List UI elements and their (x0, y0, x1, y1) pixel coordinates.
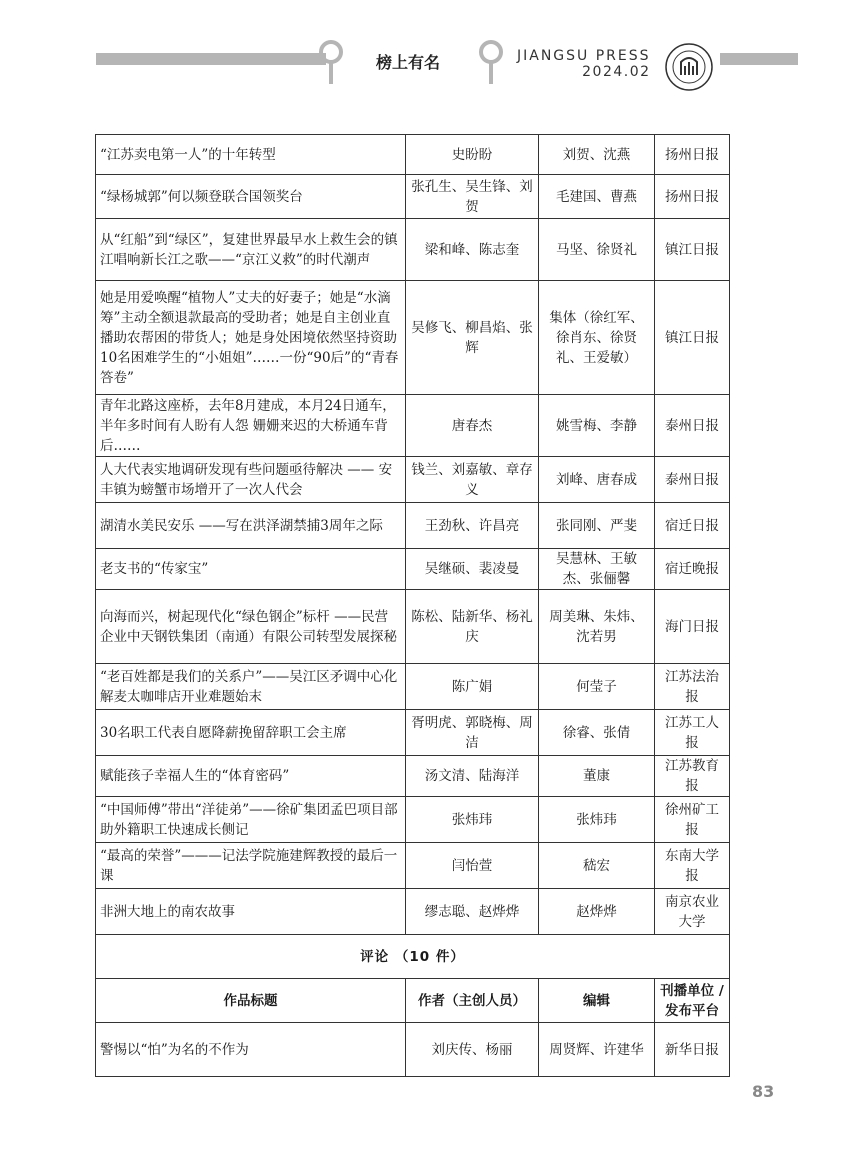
table-row (96, 549, 730, 590)
work-title: 从“红船”到“绿区”，复建世界最早水上救生会的镇江唱响新长江之歌——“京江义救”的时代潮声 (96, 219, 406, 281)
outlet-cell: 海门日报 (655, 590, 730, 664)
table-row (96, 503, 730, 549)
table-row (96, 664, 730, 710)
work-title: 她是用爱唤醒“植物人”丈夫的好妻子；她是“水滴筹”主动全额退款最高的受助者；她是自主创业直播助农帮困的带货人；她是身处困境依然坚持资助10名困难学生的“小姐姐”……一份“90后”的“青春答卷” (96, 281, 406, 395)
work-title: 人大代表实地调研发现有些问题亟待解决 —— 安丰镇为螃蟹市场增开了一次人代会 (96, 457, 406, 503)
brand-name: JIANGSU PRESS (517, 48, 651, 64)
authors-cell: 张孔生、吴生锋、刘贺 (406, 175, 539, 219)
outlet-cell: 江苏法治报 (655, 664, 730, 710)
editors-cell: 毛建国、曹燕 (539, 175, 655, 219)
outlet-cell: 镇江日报 (655, 219, 730, 281)
work-title: “江苏卖电第一人”的十年转型 (96, 135, 406, 175)
outlet-cell: 镇江日报 (655, 281, 730, 395)
authors-cell: 钱兰、刘嘉敏、章存义 (406, 457, 539, 503)
table-row (96, 710, 730, 756)
editors-cell: 赵烨烨 (539, 889, 655, 935)
brand-block (517, 48, 651, 80)
work-title: 非洲大地上的南农故事 (96, 889, 406, 935)
authors-cell: 王劲秋、许昌亮 (406, 503, 539, 549)
table-row (96, 889, 730, 935)
outlet-cell: 泰州日报 (655, 395, 730, 457)
table-row (96, 281, 730, 395)
authors-cell: 胥明虎、郭晓梅、周洁 (406, 710, 539, 756)
outlet-cell: 南京农业大学 (655, 889, 730, 935)
work-title: “最高的荣誉”———记法学院施建辉教授的最后一课 (96, 843, 406, 889)
editors-cell: 周贤辉、许建华 (539, 1023, 655, 1077)
header-bar-right (720, 53, 798, 65)
outlet-cell: 新华日报 (655, 1023, 730, 1077)
editors-cell: 刘峰、唐春成 (539, 457, 655, 503)
outlet-cell: 徐州矿工报 (655, 797, 730, 843)
editors-cell: 姚雪梅、李静 (539, 395, 655, 457)
work-title: 老支书的“传家宝” (96, 549, 406, 590)
col-header-editors: 编辑 (539, 979, 655, 1023)
editors-cell: 集体（徐红军、徐肖东、徐贤礼、王爱敏） (539, 281, 655, 395)
authors-cell: 刘庆传、杨丽 (406, 1023, 539, 1077)
col-header-title: 作品标题 (96, 979, 406, 1023)
section-title: 榜上有名 (376, 53, 441, 72)
table-row (96, 135, 730, 175)
work-title: 警惕以“怕”为名的不作为 (96, 1023, 406, 1077)
editors-cell: 徐睿、张倩 (539, 710, 655, 756)
outlet-cell: 泰州日报 (655, 457, 730, 503)
table-row (96, 590, 730, 664)
authors-cell: 梁和峰、陈志奎 (406, 219, 539, 281)
commentary-section (96, 935, 730, 1023)
table-row (96, 843, 730, 889)
table-row (96, 797, 730, 843)
outlet-cell: 宿迁晚报 (655, 549, 730, 590)
editors-cell: 周美琳、朱炜、沈若男 (539, 590, 655, 664)
authors-cell: 陈松、陆新华、杨礼庆 (406, 590, 539, 664)
authors-cell: 吴继硕、裴凌曼 (406, 549, 539, 590)
editors-cell: 董康 (539, 756, 655, 797)
editors-cell: 刘贺、沈燕 (539, 135, 655, 175)
editors-cell: 吴慧林、王敏杰、张俪馨 (539, 549, 655, 590)
page-number: 83 (752, 1082, 775, 1101)
header-bar-left (96, 53, 326, 65)
outlet-cell: 江苏教育报 (655, 756, 730, 797)
table-row (96, 175, 730, 219)
authors-cell: 闫怡萱 (406, 843, 539, 889)
col-header-authors: 作者（主创人员） (406, 979, 539, 1023)
work-title: “绿杨城郭”何以频登联合国领奖台 (96, 175, 406, 219)
editors-cell: 张炜玮 (539, 797, 655, 843)
editors-cell: 马坚、徐贤礼 (539, 219, 655, 281)
outlet-cell: 扬州日报 (655, 175, 730, 219)
pin-icon-2 (478, 40, 504, 86)
outlet-cell: 宿迁日报 (655, 503, 730, 549)
work-title: 赋能孩子幸福人生的“体育密码” (96, 756, 406, 797)
table-row (96, 756, 730, 797)
issue-date: 2024.02 (582, 64, 651, 80)
work-title: 向海而兴，树起现代化“绿色钢企”标杆 ——民营企业中天钢铁集团（南通）有限公司转型发展探秘 (96, 590, 406, 664)
section-header: 评论 （10 件） (96, 935, 730, 979)
table-row (96, 395, 730, 457)
work-title: “中国师傅”带出“洋徒弟”——徐矿集团孟巴项目部助外籍职工快速成长侧记 (96, 797, 406, 843)
table-row (96, 219, 730, 281)
editors-cell: 嵇宏 (539, 843, 655, 889)
table-row (96, 457, 730, 503)
commentary-table-body (96, 1023, 730, 1077)
outlet-cell: 江苏工人报 (655, 710, 730, 756)
outlet-cell: 扬州日报 (655, 135, 730, 175)
pin-icon (318, 40, 344, 86)
awards-table (95, 134, 730, 1077)
authors-cell: 缪志聪、赵烨烨 (406, 889, 539, 935)
section-header-row (96, 935, 730, 979)
editors-cell: 张同刚、严斐 (539, 503, 655, 549)
authors-cell: 汤文清、陆海洋 (406, 756, 539, 797)
outlet-cell: 东南大学报 (655, 843, 730, 889)
work-title: 青年北路这座桥，去年8月建成，本月24日通车，半年多时间有人盼有人怨 姗姗来迟的大桥通车背后…… (96, 395, 406, 457)
authors-cell: 陈广娟 (406, 664, 539, 710)
awards-table-body (96, 135, 730, 935)
work-title: “老百姓都是我们的关系户”——吴江区矛调中心化解麦太咖啡店开业难题始末 (96, 664, 406, 710)
journal-seal-logo (664, 42, 714, 92)
authors-cell: 史盼盼 (406, 135, 539, 175)
authors-cell: 张炜玮 (406, 797, 539, 843)
work-title: 湖清水美民安乐 ——写在洪泽湖禁捕3周年之际 (96, 503, 406, 549)
table-row (96, 1023, 730, 1077)
authors-cell: 吴修飞、柳昌焰、张辉 (406, 281, 539, 395)
col-header-outlet: 刊播单位 / 发布平台 (655, 979, 730, 1023)
editors-cell: 何莹子 (539, 664, 655, 710)
authors-cell: 唐春杰 (406, 395, 539, 457)
column-header-row (96, 979, 730, 1023)
work-title: 30名职工代表自愿降薪挽留辞职工会主席 (96, 710, 406, 756)
